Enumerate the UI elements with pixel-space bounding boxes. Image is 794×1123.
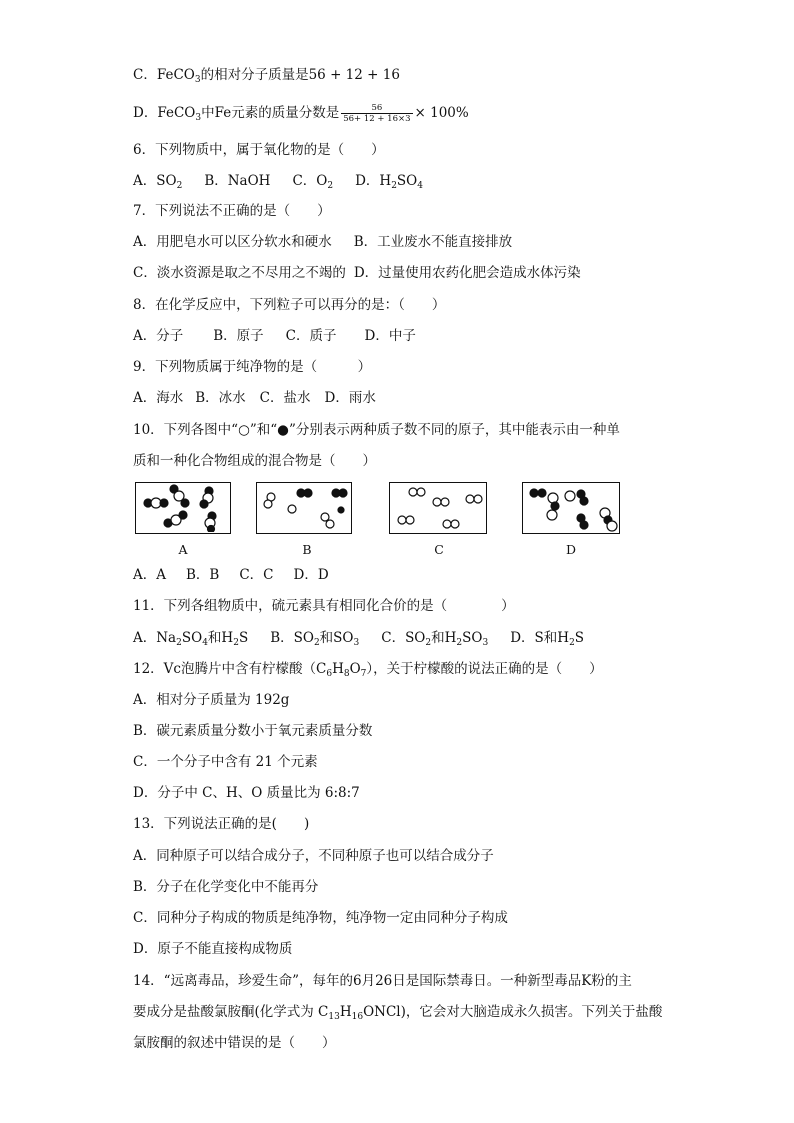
text: S <box>574 630 585 646</box>
question-10-options <box>133 566 329 584</box>
option-b: B．NaOH <box>204 173 271 189</box>
text: SO <box>462 630 483 646</box>
text: SO <box>396 173 418 189</box>
text: C．FeCO <box>133 67 195 83</box>
text: D．S和H <box>510 630 570 646</box>
subscript: 16 <box>351 1012 364 1022</box>
question-13-option-b: B．分子在化学变化中不能再分 <box>133 879 319 895</box>
question-14-line-1: 14．“远离毒品，珍爱生命”，每年的6月26日是国际禁毒日。一种新型毒品K粉的主 <box>133 973 632 989</box>
text: A．Na <box>133 630 177 646</box>
option-d: D．雨水 <box>324 390 376 406</box>
question-12-option-a: A．相对分子质量为 192g <box>133 692 290 708</box>
option-d <box>510 630 584 646</box>
question-10-line-1: 10．下列各图中“○”和“●”分别表示两种质子数不同的原子，其中能表示由一种单 <box>133 422 620 438</box>
subscript: 2 <box>176 638 182 648</box>
question-13-option-a: A．同种原子可以结合成分子，不同种原子也可以结合成分子 <box>133 848 494 864</box>
molecule-diagram-c <box>390 483 485 532</box>
subscript: 2 <box>569 638 575 648</box>
question-12-option-d: D．分子中 C、H、O 质量比为 6:8:7 <box>133 785 360 801</box>
question-7-options-cd <box>133 264 581 282</box>
option-a <box>133 630 248 646</box>
subscript: 3 <box>482 638 489 648</box>
question-8-options <box>133 327 416 345</box>
subscript: 2 <box>176 181 183 191</box>
option-d-fe-fraction <box>133 103 469 124</box>
molecule-diagram-a <box>136 483 229 532</box>
question-14-line-3: 氯胺酮的叙述中错误的是（ ） <box>133 1035 336 1051</box>
option-a: A．A <box>133 567 166 583</box>
text: 要成分是盐酸氯胺酮(化学式为 C <box>133 1004 329 1020</box>
text: 和H <box>431 630 457 646</box>
subscript: 3 <box>194 75 201 85</box>
text: O <box>349 661 361 677</box>
option-c: C．C <box>239 567 274 583</box>
diagram-box-d <box>522 482 620 534</box>
fraction-numerator: 56 <box>341 103 412 114</box>
text: 和SO <box>319 630 354 646</box>
option-b: B．工业废水不能直接排放 <box>353 234 513 250</box>
option-a: A．SO <box>133 173 177 189</box>
question-12-option-b: B．碳元素质量分数小于氧元素质量分数 <box>133 723 373 739</box>
diagram-label-c: C <box>434 542 444 557</box>
fraction-denominator: 56+ 12 + 16×3 <box>343 114 411 124</box>
question-13-option-d: D．原子不能直接构成物质 <box>133 941 293 957</box>
question-10-line-2: 质和一种化合物组成的混合物是（ ） <box>133 453 376 469</box>
diagram-box-a <box>135 482 231 534</box>
option-b <box>270 630 359 646</box>
question-14-line-2 <box>133 1003 662 1021</box>
molecule-diagram-d <box>523 483 618 532</box>
question-9-options <box>133 389 376 407</box>
question-7-options-ab <box>133 233 512 251</box>
text: D．FeCO <box>133 105 196 121</box>
subscript: 6 <box>326 669 333 679</box>
text: C．SO <box>381 630 426 646</box>
option-b: B．B <box>186 567 220 583</box>
text: H <box>339 1004 352 1020</box>
text: ONCl)，它会对大脑造成永久损害。下列关于盐酸 <box>363 1004 663 1020</box>
subscript: 2 <box>327 181 334 191</box>
text: 的相对分子质量是56 + 12 + 16 <box>200 67 400 83</box>
subscript: 3 <box>195 113 202 123</box>
subscript: 13 <box>328 1012 340 1022</box>
subscript: 3 <box>353 638 360 648</box>
text: H <box>332 661 344 677</box>
text: B．SO <box>270 630 314 646</box>
question-6: 6．下列物质中，属于氧化物的是（ ） <box>133 142 385 158</box>
text: × 100% <box>414 105 469 121</box>
question-6-options <box>133 172 423 190</box>
text: 和H <box>207 630 234 646</box>
question-12-option-c: C．一个分子中含有 21 个元素 <box>133 754 318 770</box>
subscript: 2 <box>233 638 239 648</box>
diagram-box-c <box>389 482 487 534</box>
question-11: 11．下列各组物质中，硫元素具有相同化合价的是（ ） <box>133 598 515 614</box>
option-a: A．分子 <box>133 328 184 344</box>
diagram-label-a: A <box>178 542 188 557</box>
option-b: B．原子 <box>213 328 264 344</box>
question-7: 7．下列说法不正确的是（ ） <box>133 203 331 219</box>
option-b: B．冰水 <box>195 390 246 406</box>
option-c-fe-co3 <box>133 66 400 84</box>
question-9: 9．下列物质属于纯净物的是（ ） <box>133 359 372 375</box>
subscript: 7 <box>360 669 367 679</box>
text: SO <box>181 630 203 646</box>
particle-diagrams <box>133 482 633 557</box>
option-c: C．淡水资源是取之不尽用之不竭的 <box>133 265 346 281</box>
option-c: C．O <box>292 173 328 189</box>
text: ），关于柠檬酸的说法正确的是（ ） <box>366 661 603 677</box>
option-a: A．海水 <box>133 390 184 406</box>
option-c: C．质子 <box>285 328 337 344</box>
question-12 <box>133 660 603 678</box>
option-c: C．盐水 <box>259 390 311 406</box>
diagram-label-b: B <box>302 542 312 557</box>
text: S <box>238 630 249 646</box>
text: 中Fe元素的质量分数是 <box>201 105 340 121</box>
molecule-diagram-b <box>257 483 350 532</box>
option-d: D．过量使用农药化肥会造成水体污染 <box>353 265 581 281</box>
subscript: 2 <box>425 638 432 648</box>
option-a: A．用肥皂水可以区分软水和硬水 <box>133 234 332 250</box>
option-d: D．H <box>355 173 392 189</box>
question-8: 8．在化学反应中，下列粒子可以再分的是：（ ） <box>133 297 446 313</box>
option-d: D．D <box>293 567 329 583</box>
question-13-option-c: C．同种分子构成的物质是纯净物，纯净物一定由同种分子构成 <box>133 910 508 926</box>
subscript: 2 <box>313 638 320 648</box>
question-13: 13．下列说法正确的是( ) <box>133 816 310 832</box>
option-d: D．中子 <box>364 328 416 344</box>
subscript: 4 <box>202 638 208 648</box>
fraction <box>341 103 412 124</box>
question-11-options <box>133 629 584 647</box>
option-c <box>381 630 488 646</box>
subscript: 4 <box>417 181 423 191</box>
text: 12．Vc泡腾片中含有柠檬酸（C <box>133 661 327 677</box>
subscript: 8 <box>343 669 350 679</box>
subscript: 2 <box>391 181 397 191</box>
subscript: 2 <box>456 638 463 648</box>
diagram-label-d: D <box>565 542 577 557</box>
diagram-box-b <box>256 482 352 534</box>
